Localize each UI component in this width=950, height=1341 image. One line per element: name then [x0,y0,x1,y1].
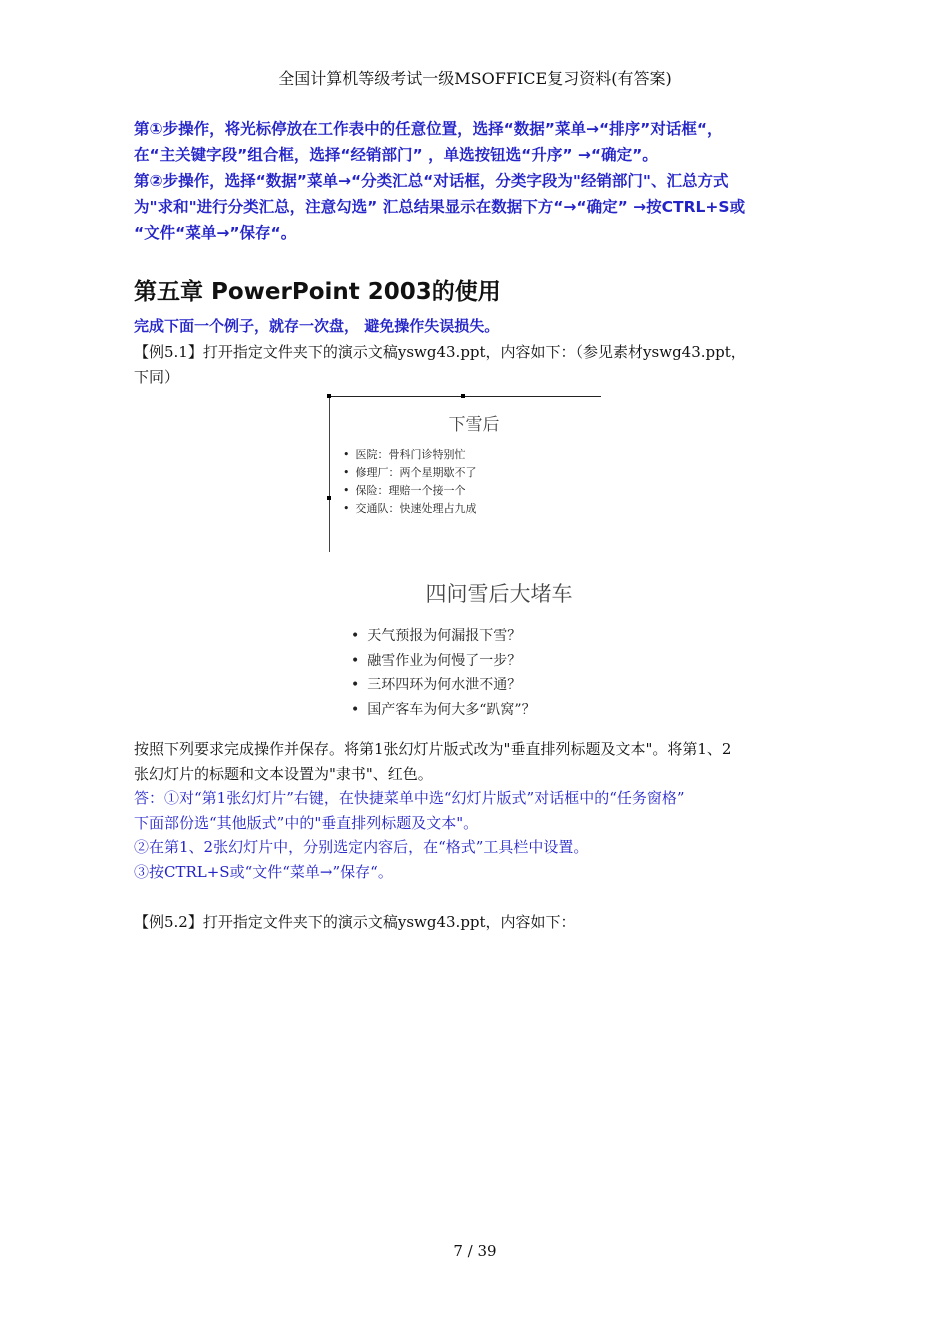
slide2-title: 四问雪后大堵车 [425,582,573,606]
answer-line2: 下面部份选“其他版式”中的"垂直排列标题及文本"。 [134,813,479,832]
slide-border-top [329,396,601,397]
selection-handle [327,496,331,500]
slide1-bullets [343,446,477,518]
list-item: • 医院：骨科门诊特别忙 [343,446,477,464]
selection-handle [461,394,465,398]
task-instructions [134,737,814,786]
slide-1-image [329,396,601,552]
step1-line2: 在“主关键字段”组合框，选择“经销部门” ，单选按钮选“升序” →“确定”。 [134,146,658,164]
save-tip: 完成下面一个例子，就存一次盘， 避免操作失误损失。 [134,317,500,335]
instructions-line2: 张幻灯片的标题和文本设置为"隶书"、红色。 [134,764,433,783]
slide-border-left [329,396,330,552]
excel-steps [134,116,814,246]
example1-line2: 下同） [134,368,180,386]
example-5-2: 【例5.2】打开指定文件夹下的演示文稿yswg43.ppt，内容如下： [134,913,576,931]
list-item: • 融雪作业为何慢了一步？ [351,649,536,674]
step2-line3: “文件“菜单→”保存“。 [134,224,297,242]
list-item: • 天气预报为何漏报下雪？ [351,624,536,649]
list-item: • 三环四环为何水泄不通？ [351,673,536,698]
step1-line1: 第①步操作，将光标停放在工作表中的任意位置，选择“数据”菜单→“排序”对话框“， [134,120,723,138]
list-item: • 国产客车为何大多“趴窝”？ [351,698,536,723]
list-item: • 修理厂：两个星期歇不了 [343,464,477,482]
answer-line1: 答：①对“第1张幻灯片”右键，在快捷菜单中选“幻灯片版式”对话框中的“任务窗格” [134,789,685,807]
step2-line1: 第②步操作，选择“数据”菜单→“分类汇总“对话框，分类字段为"经销部门"、汇总方式 [134,172,729,190]
list-item: • 保险：理赔一个接一个 [343,482,477,500]
example-5-1 [134,340,814,390]
step2-line2: 为"求和"进行分类汇总，注意勾选” 汇总结果显示在数据下方“→“确定” →按CTRL+S或 [134,198,746,216]
answer-block [134,786,814,884]
page-header: 全国计算机等级考试一级MSOFFICE复习资料(有答案) [278,69,672,88]
answer-line3: ②在第1、2张幻灯片中，分别选定内容后，在“格式”工具栏中设置。 [134,838,589,856]
slide2-bullets [351,624,536,722]
selection-handle [327,394,331,398]
slide1-title: 下雪后 [448,415,500,435]
instructions-line1: 按照下列要求完成操作并保存。将第1张幻灯片版式改为"垂直排列标题及文本"。将第1、2 [134,740,732,758]
list-item: • 交通队：快速处理占九成 [343,500,477,518]
answer-line4: ③按CTRL+S或“文件“菜单→”保存“。 [134,862,393,881]
slide-2-image [329,570,659,730]
chapter-title: 第五章 PowerPoint 2003的使用 [134,279,501,305]
example1-line1: 【例5.1】打开指定文件夹下的演示文稿yswg43.ppt，内容如下：（参见素材yswg43.ppt， [134,343,746,361]
page-number: 7 / 39 [453,1242,497,1260]
